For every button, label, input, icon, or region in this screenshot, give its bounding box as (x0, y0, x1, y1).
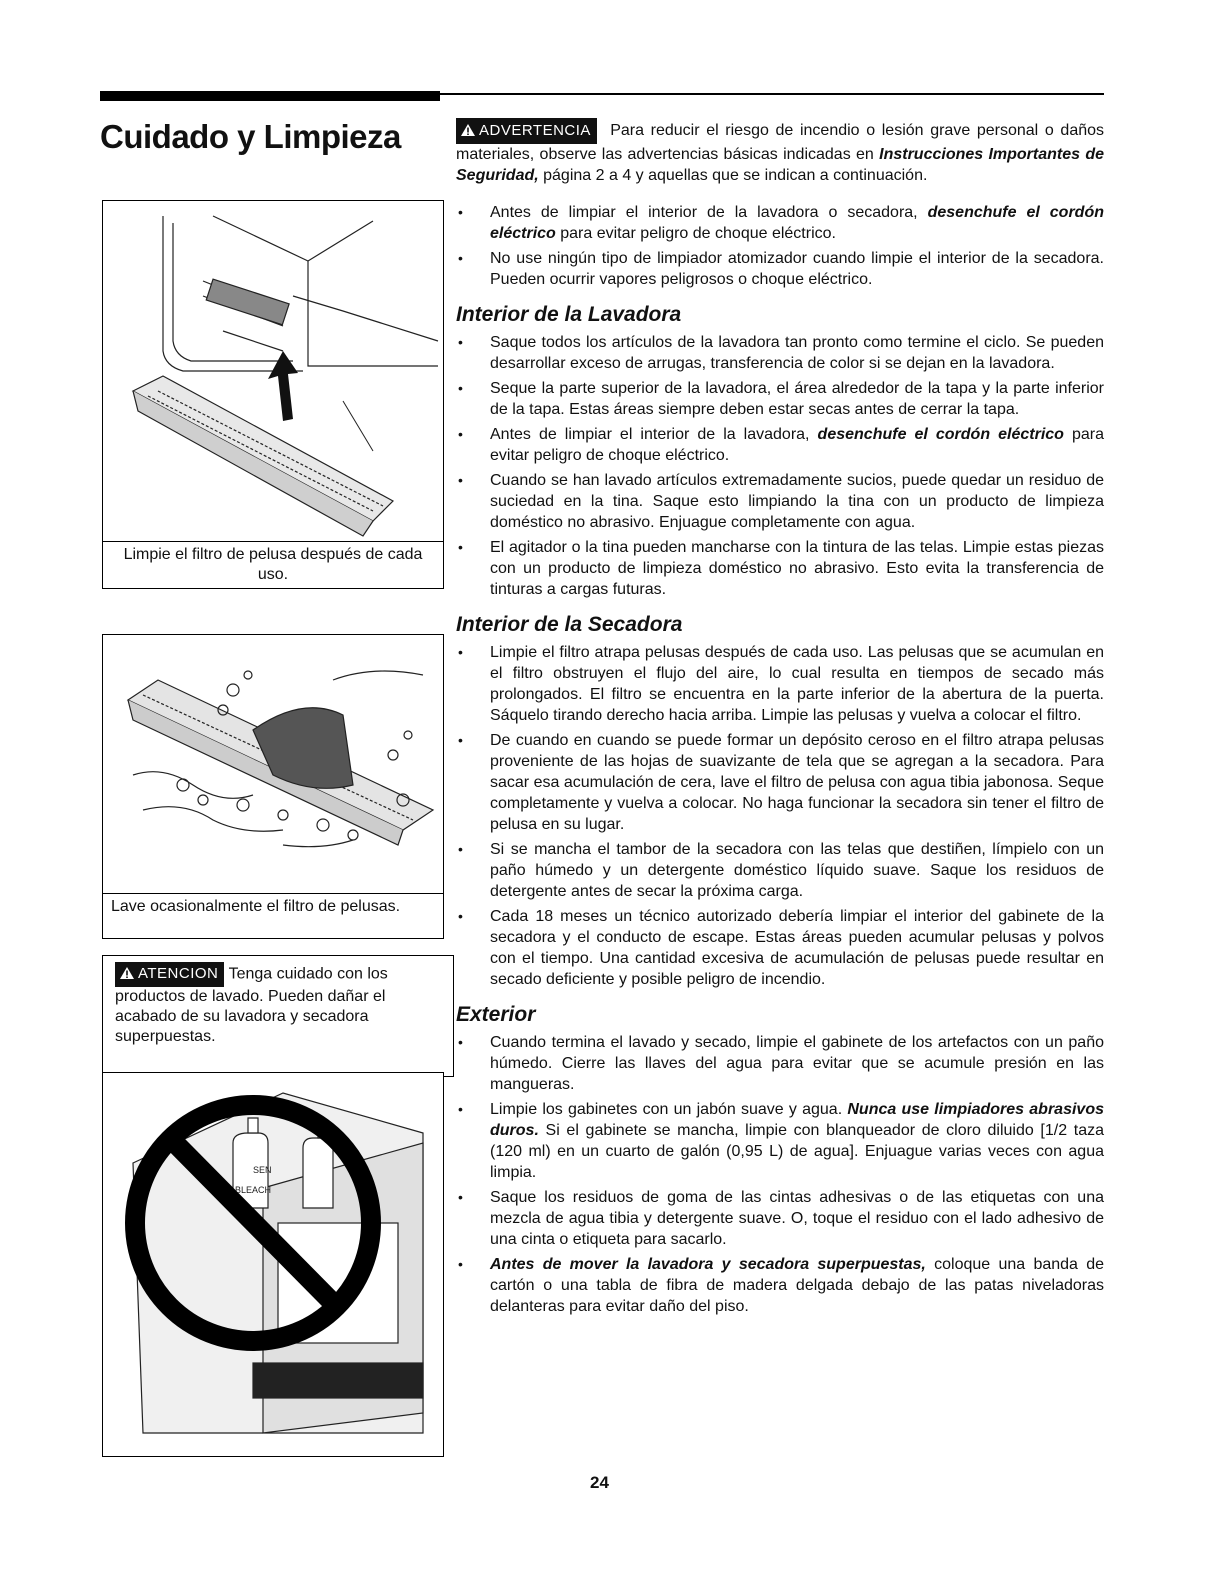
list-item: • Si se mancha el tambor de la secadora con las telas que destiñen, límpielo con un paño húmedo y un detergente doméstico líquido suave. Saque los residuos de detergente antes de secar la próxima carga. (456, 839, 1104, 902)
warning-text-end: página 2 a 4 y aquellas que se indican a continuación. (538, 167, 928, 184)
lint-filter-removal-illustration (103, 201, 443, 541)
list-item: • Saque los residuos de goma de las cintas adhesivas o de las etiquetas con una mezcla de agua tibia y detergente suave. O, toque el residuo con el lado adhesivo de una cinta o etiqueta para sacarlo. (456, 1187, 1104, 1250)
list-item: • El agitador o la tina pueden mancharse con la tintura de las telas. Limpie estas piezas con un producto de limpieza doméstico no abrasivo. Esto evita la transferencia de tinturas a cargas futuras. (456, 537, 1104, 600)
page-number: 24 (590, 1473, 609, 1492)
warning-badge: ADVERTENCIA (456, 118, 597, 144)
list-item: • De cuando en cuando se puede formar un depósito ceroso en el filtro atrapa pelusas proveniente de las hojas de suavizante de tela que se agregan a la secadora. Para sacar esa acumulación de cera, lave el filtro de pelusa con agua tibia jabonosa. Seque completamente y vuelva a colocar. No haga funcionar la secadora sin tener el filtro de pelusa en su lugar. (456, 730, 1104, 835)
page-title: Cuidado y Limpieza (100, 118, 401, 155)
no-harsh-cleaners-illustration (103, 1073, 443, 1456)
caution-badge: ATENCION (115, 962, 224, 987)
caution-text: Tenga cuidado con los productos de lavado. Pueden dañar el acabado de su lavadora y secadora superpuestas. (115, 965, 388, 1045)
caution-box (102, 955, 454, 1077)
figure2-caption: Lave ocasionalmente el filtro de pelusas. (103, 893, 443, 920)
list-item: • Antes de limpiar el interior de la lavadora, desenchufe el cordón eléctrico para evitar peligro de choque eléctrico. (456, 424, 1104, 466)
figure-lint-filter-washing (102, 634, 444, 939)
list-item: • Cuando se han lavado artículos extremadamente sucios, puede quedar un residuo de suciedad en la tina. Saque esto limpiando la tina con un producto de limpieza doméstico no abrasivo. Enjuague completamente con agua. (456, 470, 1104, 533)
warning-triangle-icon (119, 966, 135, 986)
list-item: • Saque todos los artículos de la lavadora tan pronto como termine el ciclo. Se pueden desarrollar exceso de arrugas, transferencia de color si se dejan en la lavadora. (456, 332, 1104, 374)
exterior-bullet-list (456, 1032, 1104, 1317)
washer-heading: Interior de la Lavadora (456, 303, 682, 326)
main-content (456, 118, 1104, 1321)
warning-triangle-icon (460, 122, 476, 143)
figure-lint-filter-removal (102, 200, 444, 589)
washer-bullet-list (456, 332, 1104, 600)
header-rule-thick (100, 91, 440, 101)
lint-filter-washing-illustration (103, 635, 443, 893)
list-item: • Limpie el filtro atrapa pelusas después de cada uso. Las pelusas que se acumulan en el filtro obstruyen el flujo del aire, lo cual resulta en tiempos de secado más prolongados. El filtro se encuentra en la parte inferior de la abertura de la puerta. Sáquelo tirando derecho hacia arriba. Limpie las pelusas y vuelva a colocar el filtro. (456, 642, 1104, 726)
dryer-bullet-list (456, 642, 1104, 990)
header-rule-thin (440, 93, 1104, 95)
warning-text: Para reducir el riesgo de incendio o lesión grave personal o daños materiales, observe las advertencias básicas indicadas en (456, 122, 1105, 163)
list-item: • Antes de mover la lavadora y secadora superpuestas, coloque una banda de cartón o una tabla de fibra de madera delgada debajo de las patas niveladoras delanteras para evitar daño del piso. (456, 1254, 1104, 1317)
list-item: • No use ningún tipo de limpiador atomizador cuando limpie el interior de la secadora. Pueden ocurrir vapores peligrosos o choque eléctrico. (456, 248, 1104, 290)
list-item: • Cuando termina el lavado y secado, limpie el gabinete de los artefactos con un paño húmedo. Cierre las llaves del agua para evitar que se acumule presión en las mangueras. (456, 1032, 1104, 1095)
list-item: • Antes de limpiar el interior de la lavadora o secadora, desenchufe el cordón eléctrico para evitar peligro de choque eléctrico. (456, 202, 1104, 244)
warning-paragraph (456, 118, 1104, 186)
figure1-caption: Limpie el filtro de pelusa después de cada uso. (103, 541, 443, 588)
dryer-heading: Interior de la Secadora (456, 613, 683, 636)
list-item: • Seque la parte superior de la lavadora, el área alrededor de la tapa y la parte inferior de la tapa. Estas áreas siempre deben estar secas antes de cerrar la tapa. (456, 378, 1104, 420)
list-item: • Cada 18 meses un técnico autorizado debería limpiar el interior del gabinete de la secadora y el conducto de escape. Estas áreas pueden acumular pelusas y polvos con el tiempo. Una cantidad excesiva de acumulación de pelusas puede resultar en secado deficiente y posible peligro de incendio. (456, 906, 1104, 990)
bottle-label-detergent: SEN (253, 1165, 272, 1175)
figure-no-cleaners (102, 1072, 444, 1457)
bottle-label-bleach: BLEACH (235, 1185, 272, 1195)
general-bullet-list (456, 202, 1104, 290)
warning-emphasis: Instrucciones Importantes de Seguridad, (456, 146, 1105, 184)
list-item: • Limpie los gabinetes con un jabón suave y agua. Nunca use limpiadores abrasivos duros. Si el gabinete se mancha, limpie con blanqueador de cloro diluido [1/2 taza (120 ml) en un cuarto de galón (0,95 L) de agua]. Enjuague varias veces con agua limpia. (456, 1099, 1104, 1183)
exterior-heading: Exterior (456, 1003, 536, 1026)
